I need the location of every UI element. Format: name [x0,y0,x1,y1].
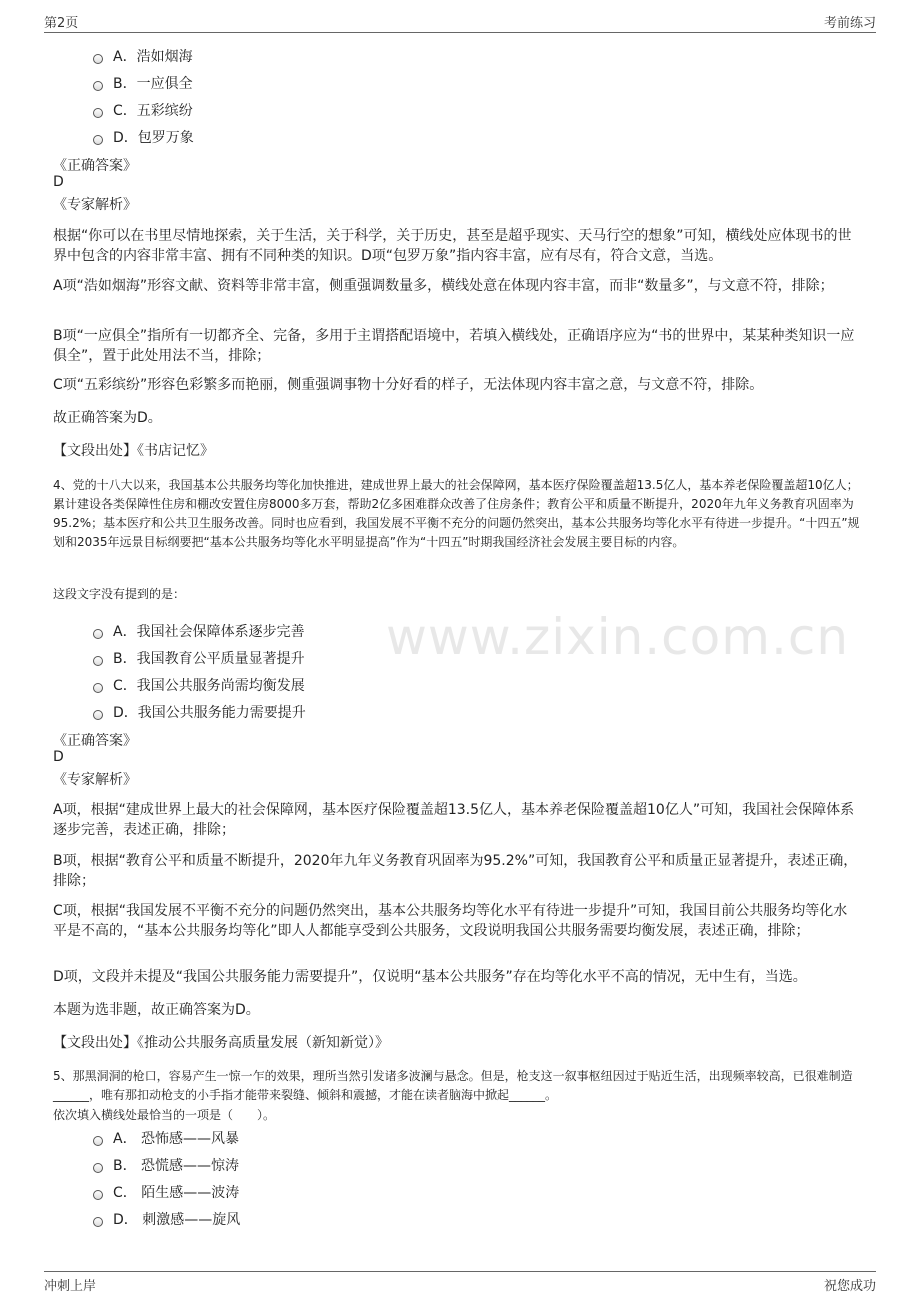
option-c[interactable]: C．五彩缤纷 [93,100,193,120]
analysis-paragraph: A项，根据“建成世界上最大的社会保障网，基本医疗保险覆盖超13.5亿人，基本养老保险覆盖超10亿人”可知，我国社会保障体系逐步完善，表述正确，排除； [53,802,855,838]
radio-icon[interactable] [93,1190,103,1200]
analysis-paragraph: B项，根据“教育公平和质量不断提升，2020年九年义务教育巩固率为95.2%”可知，我国教育公平和质量正显著提升，表述正确，排除； [53,853,858,889]
footer-right: 祝您成功 [823,1279,876,1294]
footer-left: 冲刺上岸 [44,1279,97,1294]
analysis-paragraph: D项，文段并未提及“我国公共服务能力需要提升”，仅说明“基本公共服务”存在均等化水平不高的情况，无中生有，当选。 [53,969,807,985]
analysis-paragraph: 根据“你可以在书里尽情地探索，关于生活，关于科学，关于历史，甚至是超乎现实、天马行空的想象”可知，横线处应体现书的世界中包含的内容非常丰富、拥有不同种类的知识。D项“包罗万象”指内容丰富，应有尽有，符合文意，当选。 [53,228,852,264]
analysis-paragraph: B项“一应俱全”指所有一切都齐全、完备，多用于主谓搭配语境中，若填入横线处，正确语序应为“书的世界中，某某种类知识一应俱全”，置于此处用法不当，排除； [53,328,855,364]
source-citation: 【文段出处】《推动公共服务高质量发展（新知新觉）》 [53,1035,389,1051]
radio-icon[interactable] [93,710,103,720]
radio-icon[interactable] [93,629,103,639]
option-b[interactable]: B．我国教育公平质量显著提升 [93,648,305,668]
radio-icon[interactable] [93,108,103,118]
question-stem: 4、党的十八大以来，我国基本公共服务均等化加快推进，建成世界上最大的社会保障网，基本医疗保险覆盖超13.5亿人，基本养老保险覆盖超10亿人；累计建设各类保障性住房和棚改安置住房8000多万套，帮助2亿多困难群众改善了住房条件；教育公平和质量不断提升，2020年九年义务教育巩固率为95.2%；基本医疗和公共卫生服务改善。同时也应看到，我国发展不平衡不充分的问题仍然突出，基本公共服务均等化水平有待进一步提升。“十四五”规划和2035年远景目标纲要把“基本公共服务均等化水平明显提高”作为“十四五”时期我国经济社会发展主要目标的内容。 [53,478,860,549]
analysis-conclusion: 故正确答案为D。 [53,410,162,426]
source-citation: 【文段出处】《书店记忆》 [53,443,214,459]
option-d[interactable]: D．我国公共服务能力需要提升 [93,702,306,722]
question-prompt: 这段文字没有提到的是： [53,587,186,601]
option-c[interactable]: C． 陌生感——波涛 [93,1182,239,1202]
radio-icon[interactable] [93,135,103,145]
question-prompt: 依次填入横线处最恰当的一项是（ ）。 [53,1108,276,1122]
radio-icon[interactable] [93,54,103,64]
radio-icon[interactable] [93,81,103,91]
answer-label: 《正确答案》 [53,158,137,174]
radio-icon[interactable] [93,1163,103,1173]
option-c[interactable]: C．我国公共服务尚需均衡发展 [93,675,305,695]
analysis-conclusion: 本题为选非题，故正确答案为D。 [53,1002,260,1018]
header-title: 考前练习 [823,16,876,31]
page-header [44,12,876,33]
option-b[interactable]: B． 恐慌感——惊涛 [93,1155,239,1175]
option-d[interactable]: D． 刺激感——旋风 [93,1209,240,1229]
analysis-paragraph: C项，根据“我国发展不平衡不充分的问题仍然突出，基本公共服务均等化水平有待进一步提升”可知，我国目前公共服务均等化水平是不高的，“基本公共服务均等化”即人人都能享受到公共服务，文段说明我国公共服务需要均衡发展，表述正确，排除； [53,903,848,939]
answer-value: D [53,174,64,190]
option-d[interactable]: D．包罗万象 [93,127,194,147]
radio-icon[interactable] [93,1136,103,1146]
radio-icon[interactable] [93,1217,103,1227]
answer-label: 《正确答案》 [53,733,137,749]
option-a[interactable]: A．我国社会保障体系逐步完善 [93,621,305,641]
option-a[interactable]: A． 恐怖感——风暴 [93,1128,239,1148]
answer-value: D [53,749,64,765]
analysis-paragraph: C项“五彩缤纷”形容色彩繁多而艳丽，侧重强调事物十分好看的样子，无法体现内容丰富之意，与文意不符，排除。 [53,377,764,393]
option-a[interactable]: A．浩如烟海 [93,46,193,66]
analysis-label: 《专家解析》 [53,197,137,213]
analysis-label: 《专家解析》 [53,772,137,788]
page-number: 第2页 [44,16,79,31]
question-stem: 5、那黑洞洞的枪口，容易产生一惊一乍的效果，理所当然引发诸多波澜与悬念。但是，枪支这一叙事枢纽因过于贴近生活，出现频率较高，已很难制造______，唯有那扣动枪支的小手指才能带来裂缝、倾斜和震撼，才能在读者脑海中掀起______。 [53,1069,853,1102]
radio-icon[interactable] [93,683,103,693]
analysis-paragraph: A项“浩如烟海”形容文献、资料等非常丰富，侧重强调数量多，横线处意在体现内容丰富，而非“数量多”，与文意不符，排除； [53,278,834,294]
radio-icon[interactable] [93,656,103,666]
option-b[interactable]: B．一应俱全 [93,73,193,93]
watermark: www.zixin.com.cn [386,608,850,666]
page-footer [44,1271,876,1294]
